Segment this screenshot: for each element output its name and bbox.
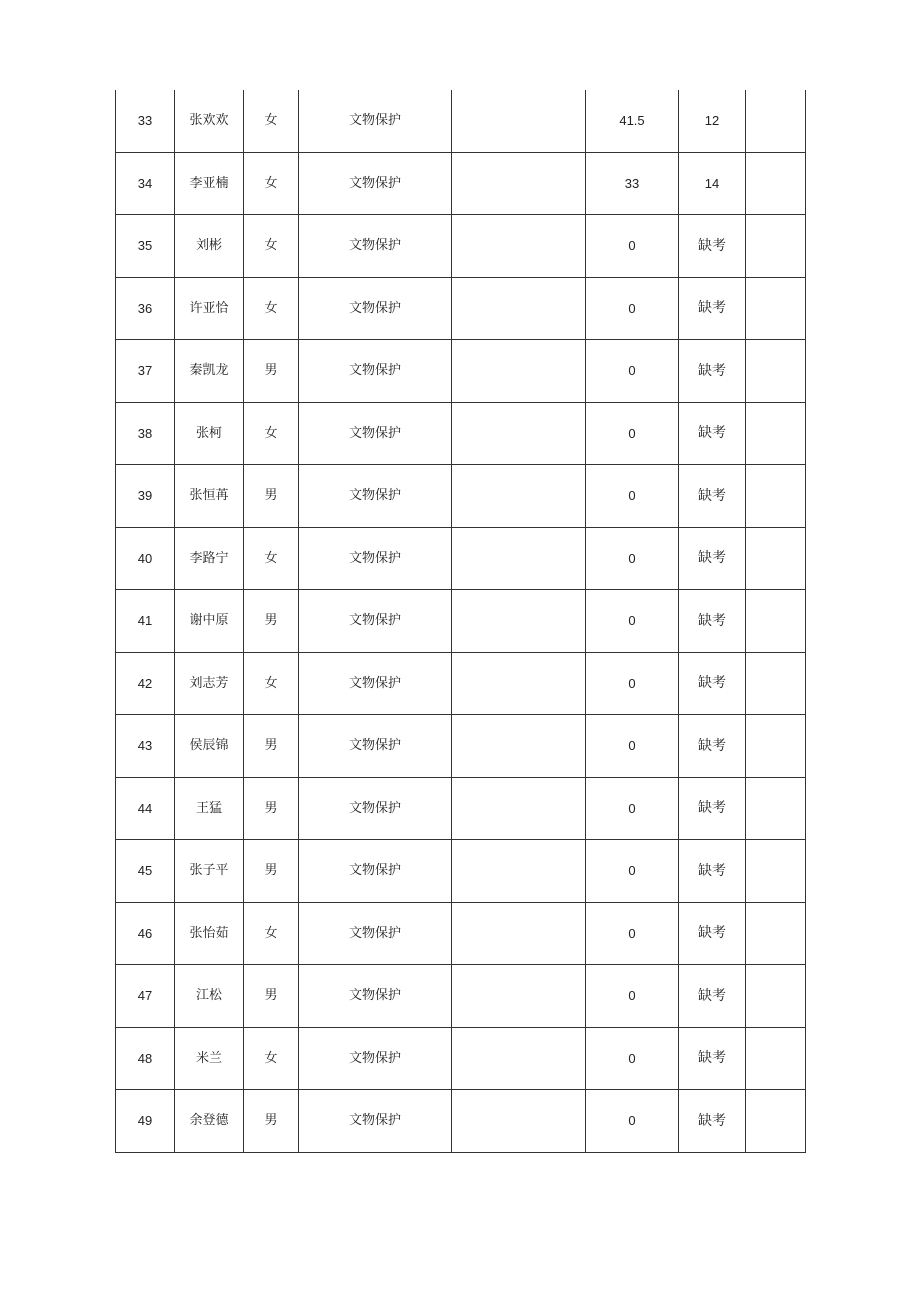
remark-cell: 缺考 xyxy=(679,277,746,340)
remark-cell: 12 xyxy=(679,90,746,152)
gender-cell: 女 xyxy=(244,652,299,715)
blank-cell xyxy=(452,277,586,340)
extra-cell xyxy=(746,652,806,715)
row-number-cell: 37 xyxy=(116,340,175,403)
extra-cell xyxy=(746,1027,806,1090)
remark-cell: 缺考 xyxy=(679,777,746,840)
major-cell: 文物保护 xyxy=(299,527,452,590)
row-number-cell: 33 xyxy=(116,90,175,152)
extra-cell xyxy=(746,715,806,778)
blank-cell xyxy=(452,1027,586,1090)
blank-cell xyxy=(452,652,586,715)
row-number-cell: 46 xyxy=(116,902,175,965)
major-cell: 文物保护 xyxy=(299,277,452,340)
extra-cell xyxy=(746,152,806,215)
table-row xyxy=(116,590,806,653)
score-cell: 0 xyxy=(586,277,679,340)
remark-cell: 缺考 xyxy=(679,465,746,528)
gender-cell: 女 xyxy=(244,215,299,278)
row-number-cell: 44 xyxy=(116,777,175,840)
score-cell: 0 xyxy=(586,215,679,278)
row-number-cell: 49 xyxy=(116,1090,175,1153)
major-cell: 文物保护 xyxy=(299,215,452,278)
table-row xyxy=(116,652,806,715)
name-cell: 刘志芳 xyxy=(175,652,244,715)
score-cell: 41.5 xyxy=(586,90,679,152)
gender-cell: 女 xyxy=(244,527,299,590)
row-number-cell: 48 xyxy=(116,1027,175,1090)
blank-cell xyxy=(452,465,586,528)
row-number-cell: 38 xyxy=(116,402,175,465)
extra-cell xyxy=(746,1090,806,1153)
extra-cell xyxy=(746,840,806,903)
score-cell: 0 xyxy=(586,465,679,528)
name-cell: 余登德 xyxy=(175,1090,244,1153)
major-cell: 文物保护 xyxy=(299,90,452,152)
name-cell: 张子平 xyxy=(175,840,244,903)
table-row xyxy=(116,965,806,1028)
gender-cell: 男 xyxy=(244,590,299,653)
table-row xyxy=(116,215,806,278)
gender-cell: 女 xyxy=(244,277,299,340)
extra-cell xyxy=(746,777,806,840)
name-cell: 王猛 xyxy=(175,777,244,840)
gender-cell: 男 xyxy=(244,715,299,778)
row-number-cell: 42 xyxy=(116,652,175,715)
score-cell: 0 xyxy=(586,715,679,778)
row-number-cell: 43 xyxy=(116,715,175,778)
remark-cell: 缺考 xyxy=(679,215,746,278)
blank-cell xyxy=(452,340,586,403)
extra-cell xyxy=(746,590,806,653)
gender-cell: 女 xyxy=(244,402,299,465)
gender-cell: 男 xyxy=(244,1090,299,1153)
row-number-cell: 34 xyxy=(116,152,175,215)
score-cell: 0 xyxy=(586,777,679,840)
remark-cell: 缺考 xyxy=(679,902,746,965)
major-cell: 文物保护 xyxy=(299,1027,452,1090)
gender-cell: 女 xyxy=(244,1027,299,1090)
major-cell: 文物保护 xyxy=(299,590,452,653)
major-cell: 文物保护 xyxy=(299,1090,452,1153)
major-cell: 文物保护 xyxy=(299,777,452,840)
major-cell: 文物保护 xyxy=(299,840,452,903)
major-cell: 文物保护 xyxy=(299,402,452,465)
extra-cell xyxy=(746,215,806,278)
score-sheet xyxy=(115,90,805,1153)
extra-cell xyxy=(746,465,806,528)
extra-cell xyxy=(746,402,806,465)
row-number-cell: 41 xyxy=(116,590,175,653)
table-row xyxy=(116,277,806,340)
blank-cell xyxy=(452,777,586,840)
blank-cell xyxy=(452,1090,586,1153)
remark-cell: 缺考 xyxy=(679,340,746,403)
gender-cell: 男 xyxy=(244,465,299,528)
name-cell: 许亚恰 xyxy=(175,277,244,340)
remark-cell: 缺考 xyxy=(679,715,746,778)
major-cell: 文物保护 xyxy=(299,340,452,403)
table-row xyxy=(116,340,806,403)
table-row xyxy=(116,1027,806,1090)
row-number-cell: 40 xyxy=(116,527,175,590)
blank-cell xyxy=(452,590,586,653)
gender-cell: 男 xyxy=(244,340,299,403)
extra-cell xyxy=(746,965,806,1028)
row-number-cell: 39 xyxy=(116,465,175,528)
table-row xyxy=(116,715,806,778)
remark-cell: 缺考 xyxy=(679,1027,746,1090)
gender-cell: 男 xyxy=(244,840,299,903)
remark-cell: 缺考 xyxy=(679,590,746,653)
blank-cell xyxy=(452,715,586,778)
name-cell: 江松 xyxy=(175,965,244,1028)
extra-cell xyxy=(746,902,806,965)
major-cell: 文物保护 xyxy=(299,152,452,215)
score-cell: 0 xyxy=(586,840,679,903)
score-cell: 0 xyxy=(586,902,679,965)
gender-cell: 女 xyxy=(244,902,299,965)
remark-cell: 缺考 xyxy=(679,965,746,1028)
name-cell: 张欢欢 xyxy=(175,90,244,152)
blank-cell xyxy=(452,90,586,152)
name-cell: 李亚楠 xyxy=(175,152,244,215)
major-cell: 文物保护 xyxy=(299,652,452,715)
row-number-cell: 45 xyxy=(116,840,175,903)
name-cell: 谢中原 xyxy=(175,590,244,653)
score-cell: 33 xyxy=(586,152,679,215)
score-cell: 0 xyxy=(586,1027,679,1090)
major-cell: 文物保护 xyxy=(299,965,452,1028)
table-row xyxy=(116,777,806,840)
table-row xyxy=(116,90,806,152)
table-row xyxy=(116,465,806,528)
score-cell: 0 xyxy=(586,527,679,590)
remark-cell: 缺考 xyxy=(679,652,746,715)
score-cell: 0 xyxy=(586,965,679,1028)
name-cell: 刘彬 xyxy=(175,215,244,278)
remark-cell: 缺考 xyxy=(679,527,746,590)
table-row xyxy=(116,402,806,465)
extra-cell xyxy=(746,340,806,403)
score-cell: 0 xyxy=(586,402,679,465)
major-cell: 文物保护 xyxy=(299,902,452,965)
name-cell: 李路宁 xyxy=(175,527,244,590)
table-row xyxy=(116,152,806,215)
extra-cell xyxy=(746,90,806,152)
name-cell: 张柯 xyxy=(175,402,244,465)
gender-cell: 女 xyxy=(244,90,299,152)
blank-cell xyxy=(452,527,586,590)
blank-cell xyxy=(452,840,586,903)
gender-cell: 女 xyxy=(244,152,299,215)
blank-cell xyxy=(452,215,586,278)
major-cell: 文物保护 xyxy=(299,465,452,528)
blank-cell xyxy=(452,965,586,1028)
extra-cell xyxy=(746,527,806,590)
major-cell: 文物保护 xyxy=(299,715,452,778)
table-row xyxy=(116,840,806,903)
row-number-cell: 35 xyxy=(116,215,175,278)
row-number-cell: 47 xyxy=(116,965,175,1028)
name-cell: 米兰 xyxy=(175,1027,244,1090)
remark-cell: 缺考 xyxy=(679,402,746,465)
table-row xyxy=(116,1090,806,1153)
gender-cell: 男 xyxy=(244,965,299,1028)
remark-cell: 14 xyxy=(679,152,746,215)
remark-cell: 缺考 xyxy=(679,840,746,903)
score-table xyxy=(115,90,806,1153)
row-number-cell: 36 xyxy=(116,277,175,340)
name-cell: 张恒苒 xyxy=(175,465,244,528)
table-body xyxy=(116,90,806,1152)
extra-cell xyxy=(746,277,806,340)
name-cell: 侯辰锦 xyxy=(175,715,244,778)
score-cell: 0 xyxy=(586,340,679,403)
table-row xyxy=(116,902,806,965)
score-cell: 0 xyxy=(586,1090,679,1153)
score-cell: 0 xyxy=(586,652,679,715)
blank-cell xyxy=(452,152,586,215)
score-cell: 0 xyxy=(586,590,679,653)
name-cell: 张怡茹 xyxy=(175,902,244,965)
name-cell: 秦凯龙 xyxy=(175,340,244,403)
blank-cell xyxy=(452,902,586,965)
remark-cell: 缺考 xyxy=(679,1090,746,1153)
gender-cell: 男 xyxy=(244,777,299,840)
table-row xyxy=(116,527,806,590)
blank-cell xyxy=(452,402,586,465)
